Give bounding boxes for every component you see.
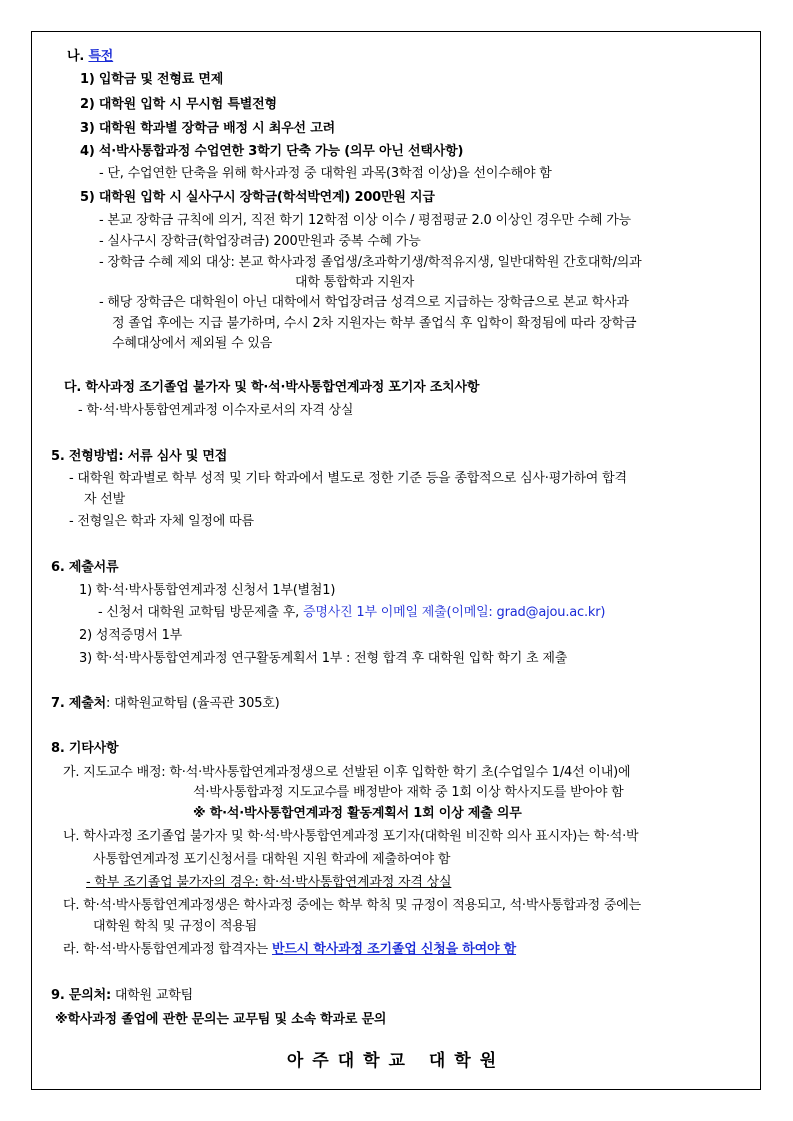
email-submission-text: 증명사진 1부 이메일 제출(이메일: grad@ajou.ac.kr) — [303, 605, 606, 620]
section-5-heading: 5. 전형방법: 서류 심사 및 면접 — [51, 449, 228, 464]
section-8-da: 다. 학·석·박사통합연계과정생은 학사과정 중에는 학부 학칙 및 규정이 적용되고, 석·박사통합과정 중에는 — [63, 898, 642, 913]
section-9-note: ※학사과정 졸업에 관한 문의는 교무팀 및 소속 학과로 문의 — [55, 1012, 387, 1027]
benefit-3: 3) 대학원 학과별 장학금 배정 시 최우선 고려 — [80, 121, 335, 136]
section-5-note-2: - 전형일은 학과 자체 일정에 따름 — [69, 514, 254, 529]
benefit-4: 4) 석·박사통합과정 수업연한 3학기 단축 가능 (의무 아닌 선택사항) — [80, 144, 464, 159]
benefit-5-note-3-cont: 대학 통합학과 지원자 — [295, 275, 415, 290]
benefit-5-note-4-cont: 정 졸업 후에는 지급 불가하며, 수시 2차 지원자는 학부 졸업식 후 입학이 확정됨에 따라 장학금 — [112, 316, 637, 331]
section-8-na-note: - 학부 조기졸업 불가자의 경우: 학·석·박사통합연계과정 자격 상실 — [86, 875, 452, 890]
benefits-title: 특전 — [88, 49, 114, 64]
benefit-5-note-4: - 해당 장학금은 대학원이 아닌 대학에서 학업장려금 성격으로 지급하는 장학금으로 본교 학사과 — [99, 295, 629, 310]
document-2: 2) 성적증명서 1부 — [79, 628, 183, 643]
benefit-2: 2) 대학원 입학 시 무시험 특별전형 — [80, 97, 277, 112]
section-8-ra: 라. 학·석·박사통합연계과정 합격자는 반드시 학사과정 조기졸업 신청을 하여야 함 — [63, 942, 517, 957]
university-footer: 아주대학교 대학원 — [286, 1051, 506, 1071]
benefit-5-note-4-end: 수혜대상에서 제외될 수 있음 — [112, 336, 273, 351]
section-5-note-1: - 대학원 학과별로 학부 성적 및 기타 학과에서 별도로 정한 기준 등을 종합적으로 심사·평가하여 합격 — [69, 471, 627, 486]
document-1-note: - 신청서 대학원 교학팀 방문제출 후, 증명사진 1부 이메일 제출(이메일: grad@ajou.ac.kr) — [98, 605, 606, 620]
section-8-ga-notice: ※ 학·석·박사통합연계과정 활동계획서 1회 이상 제출 의무 — [193, 806, 522, 821]
section-9: 9. 문의처: 대학원 교학팀 — [51, 988, 193, 1003]
document-1: 1) 학·석·박사통합연계과정 신청서 1부(별첨1) — [79, 583, 336, 598]
section-5-note-1-cont: 자 선발 — [84, 492, 126, 507]
benefit-5-note-1: - 본교 장학금 규칙에 의거, 직전 학기 12학점 이상 이수 / 평점평균 2.0 이상인 경우만 수혜 가능 — [99, 213, 631, 228]
early-graduation-notice: 반드시 학사과정 조기졸업 신청을 하여야 함 — [271, 942, 517, 957]
benefit-5-note-3: - 장학금 수혜 제외 대상: 본교 학사과정 졸업생/초과학기생/학적유지생, 일반대학원 간호대학/의과 — [99, 255, 642, 270]
benefit-5: 5) 대학원 입학 시 실사구시 장학금(학석박연계) 200만원 지급 — [80, 190, 435, 205]
section-7: 7. 제출처: 대학원교학팀 (율곡관 305호) — [51, 696, 280, 711]
section-da-heading: 다. 학사과정 조기졸업 불가자 및 학·석·박사통합연계과정 포기자 조치사항 — [64, 380, 480, 395]
section-8-ga-cont: 석·박사통합과정 지도교수를 배정받아 재학 중 1회 이상 학사지도를 받아야 함 — [193, 785, 624, 800]
section-8-heading: 8. 기타사항 — [51, 741, 119, 756]
benefit-4-note: - 단, 수업연한 단축을 위해 학사과정 중 대학원 과목(3학점 이상)을 선이수해야 함 — [99, 166, 552, 181]
section-8-na: 나. 학사과정 조기졸업 불가자 및 학·석·박사통합연계과정 포기자(대학원 비진학 의사 표시자)는 학·석·박 — [63, 829, 639, 844]
section-8-da-cont: 대학원 학칙 및 규정이 적용됨 — [93, 919, 258, 934]
benefit-1: 1) 입학금 및 전형료 면제 — [80, 72, 224, 87]
section-8-na-cont: 사통합연계과정 포기신청서를 대학원 지원 학과에 제출하여야 함 — [93, 852, 451, 867]
section-na-heading: 나. 특전 — [67, 49, 114, 64]
section-8-ga: 가. 지도교수 배정: 학·석·박사통합연계과정생으로 선발된 이후 입학한 학기 초(수업일수 1/4선 이내)에 — [63, 765, 631, 780]
section-6-heading: 6. 제출서류 — [51, 560, 119, 575]
document-3: 3) 학·석·박사통합연계과정 연구활동계획서 1부 : 전형 합격 후 대학원 입학 학기 초 제출 — [79, 651, 568, 666]
benefit-5-note-2: - 실사구시 장학금(학업장려금) 200만원과 중복 수혜 가능 — [99, 234, 421, 249]
section-da-note: - 학·석·박사통합연계과정 이수자로서의 자격 상실 — [78, 403, 354, 418]
